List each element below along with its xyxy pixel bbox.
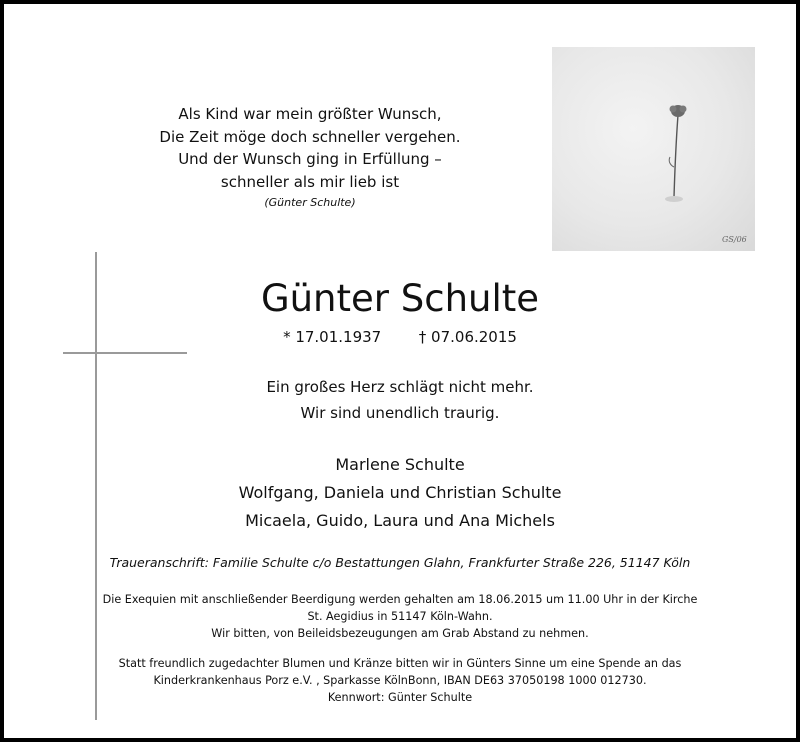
deceased-name: Günter Schulte [260, 277, 540, 320]
poem-author: (Günter Schulte) [264, 196, 356, 209]
notes-line: Die Exequien mit anschließender Beerdigung werden gehalten am 18.06.2015 um 11.00 Uhr in der Kirche [102, 593, 698, 606]
poem-line: Als Kind war mein größter Wunsch, [178, 105, 442, 123]
death-date: † 07.06.2015 [418, 328, 517, 346]
verse [0, 374, 800, 426]
flower-drawing [552, 47, 755, 251]
donation-line: Statt freundlich zugedachter Blumen und Kränze bitten wir in Günters Sinne um eine Spende an das [118, 657, 682, 670]
cross-horizontal [63, 352, 187, 354]
funeral-notes [0, 591, 800, 642]
family-line: Wolfgang, Daniela und Christian Schulte [238, 483, 562, 502]
life-dates [0, 328, 800, 346]
poem-line: Und der Wunsch ging in Erfüllung – [178, 150, 442, 168]
donation-line: Kinderkrankenhaus Porz e.V. , Sparkasse KölnBonn, IBAN DE63 37050198 1000 012730. [153, 674, 647, 687]
verse-line: Wir sind unendlich traurig. [300, 404, 500, 422]
notes-line: Wir bitten, von Beileidsbezeugungen am Grab Abstand zu nehmen. [211, 627, 589, 640]
flower-photo [552, 47, 755, 251]
birth-date: * 17.01.1937 [283, 328, 382, 346]
family-line: Micaela, Guido, Laura und Ana Michels [245, 511, 555, 530]
poem-line: Die Zeit möge doch schneller vergehen. [159, 127, 461, 146]
poem [0, 103, 620, 193]
donation-line: Kennwort: Günter Schulte [327, 691, 473, 704]
verse-line: Ein großes Herz schlägt nicht mehr. [266, 378, 534, 396]
notes-line: St. Aegidius in 51147 Köln-Wahn. [307, 610, 493, 623]
photo-signature: GS/06 [722, 235, 747, 244]
donation-notes [0, 655, 800, 706]
family-names [0, 451, 800, 535]
poem-line: schneller als mir lieb ist [220, 172, 400, 191]
mourning-address: Traueranschrift: Familie Schulte c/o Bestattungen Glahn, Frankfurter Straße 226, 51147 Köln [109, 555, 691, 570]
family-line: Marlene Schulte [335, 455, 465, 474]
